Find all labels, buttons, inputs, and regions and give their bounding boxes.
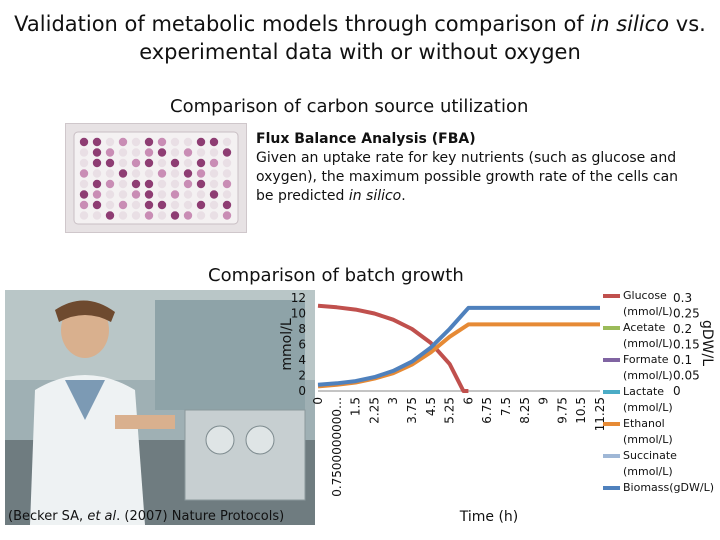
x-tick-label: 0 <box>311 397 325 405</box>
title-suffix: vs. experimental data with or without oxygen <box>139 12 706 64</box>
citation-prefix: (Becker SA, <box>8 509 88 524</box>
y-left-tick-label: 2 <box>298 368 306 383</box>
fba-heading: Flux Balance Analysis (FBA) <box>256 131 476 147</box>
legend-entry-label: Formate <box>623 353 669 366</box>
subtitle-batch: Comparison of batch growth <box>208 265 464 286</box>
y-right-tick-label: 0.05 <box>673 368 700 383</box>
x-tick-label: 2.25 <box>367 397 382 424</box>
title-prefix: Validation of metabolic models through comparison of <box>14 12 591 36</box>
title-italic: in silico <box>590 12 670 36</box>
x-tick-label: 5.25 <box>442 397 457 424</box>
legend-entry-label: Glucose <box>623 289 667 302</box>
y-right-tick-label: 0.1 <box>673 353 693 367</box>
x-tick-label: 7.5 <box>499 397 513 417</box>
x-tick-label: 6 <box>461 397 476 405</box>
x-tick-label: 4.5 <box>423 397 438 417</box>
x-tick-label: 10.5 <box>574 397 589 424</box>
series-line-biomassgdwl <box>318 308 600 385</box>
legend-entry-label: Acetate <box>623 321 666 334</box>
y-right-tick-label: 0.15 <box>673 337 700 352</box>
citation-italic: et al <box>87 509 117 524</box>
y-right-tick-label: 0.2 <box>673 322 693 336</box>
y-left-tick-label: 8 <box>298 322 306 336</box>
legend-entry-label: (mmol/L) <box>623 401 673 414</box>
legend-entry-label: Ethanol <box>623 417 665 430</box>
y-left-axis-label: mmol/L <box>279 318 295 371</box>
y-left-tick-label: 0 <box>298 384 306 398</box>
citation-suffix: . (2007) Nature Protocols) <box>116 509 285 524</box>
series-line-ethanol <box>318 324 600 386</box>
legend-entry-label: (mmol/L) <box>623 369 673 382</box>
legend-entry-label: Biomass(gDW/L) <box>623 481 714 494</box>
fba-text: Given an uptake rate for key nutrients (such as glucose and oxygen), the maximum possible growth rate of the cells can be predicted <box>256 150 679 204</box>
x-tick-label: 8.25 <box>517 397 532 424</box>
series-line-glucose <box>318 306 468 391</box>
x-tick-label: 1.5 <box>348 397 363 417</box>
y-left-tick-label: 12 <box>290 291 306 305</box>
subtitle-carbon: Comparison of carbon source utilization <box>170 96 529 117</box>
x-tick-label: 6.75 <box>480 397 495 424</box>
x-tick-label: 9 <box>536 397 551 405</box>
x-tick-label: 3 <box>386 397 401 405</box>
legend-entry-label: Succinate <box>623 449 677 462</box>
legend-entry-label: (mmol/L) <box>623 465 673 478</box>
x-tick-label: 11.25 <box>593 397 607 432</box>
x-tick-label: 0.7500000000… <box>329 397 344 497</box>
y-right-tick-label: 0 <box>673 384 681 398</box>
y-left-tick-label: 6 <box>298 337 306 352</box>
y-right-tick-label: 0.3 <box>673 291 693 305</box>
x-tick-label: 9.75 <box>555 397 570 424</box>
y-right-tick-label: 0.25 <box>673 306 700 321</box>
x-axis-label: Time (h) <box>459 509 519 525</box>
y-left-tick-label: 4 <box>298 353 306 367</box>
legend-entry-label: (mmol/L) <box>623 305 673 318</box>
y-right-axis-label: gDW/L <box>699 319 715 367</box>
x-tick-label: 3.75 <box>405 397 419 424</box>
legend-entry-label: (mmol/L) <box>623 337 673 350</box>
fba-italic: in silico <box>348 188 402 204</box>
legend-entry-label: Lactate <box>623 385 665 398</box>
y-left-tick-label: 10 <box>290 306 306 321</box>
legend-entry-label: (mmol/L) <box>623 433 673 446</box>
fba-end: . <box>401 188 406 204</box>
